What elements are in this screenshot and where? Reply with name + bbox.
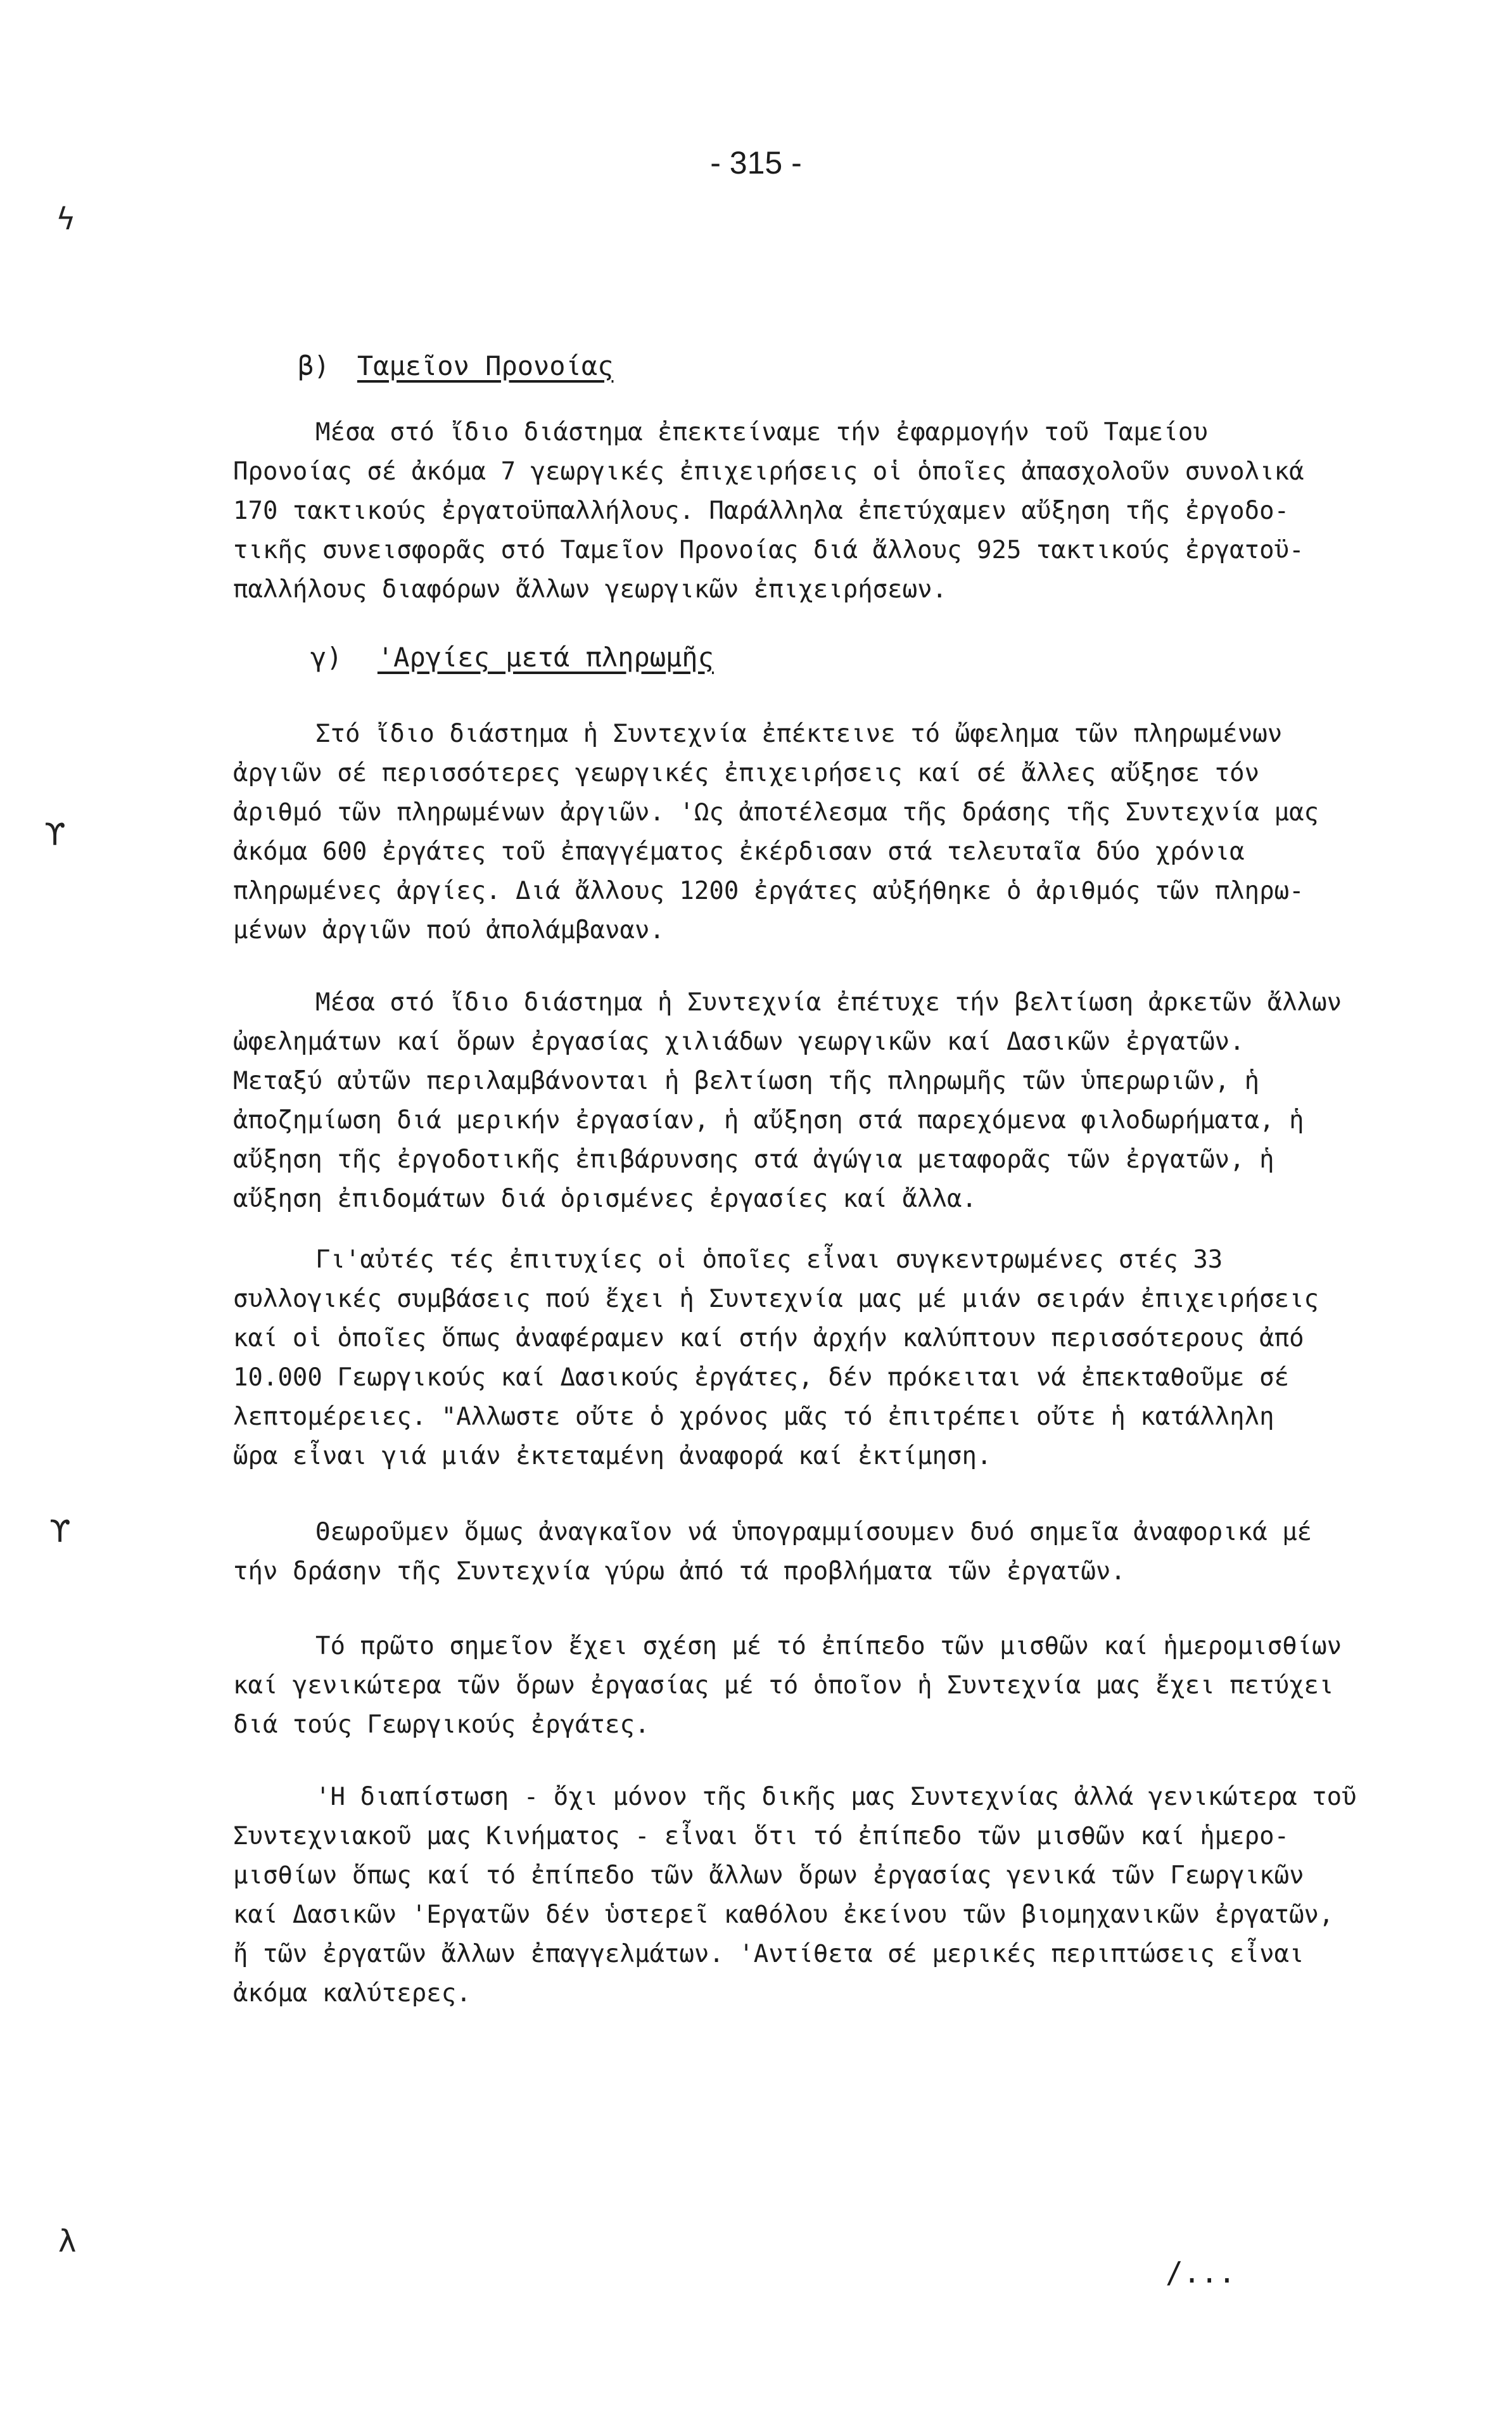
text-line: ἀριθμό τῶν πληρωμένων ἀργιῶν. 'Ως ἀποτέλεσμα τῆς δράσης τῆς Συντεχνία μας: [233, 798, 1319, 827]
text-line: μένων ἀργιῶν πού ἀπολάμβαναν.: [233, 916, 664, 945]
text-line: ἀργιῶν σέ περισσότερες γεωργικές ἐπιχειρήσεις καί σέ ἄλλες αὔξησε τόν: [233, 759, 1260, 787]
text-line: καί Δασικῶν 'Εργατῶν δέν ὑστερεῖ καθόλου ἐκείνου τῶν βιομηχανικῶν ἐργατῶν,: [233, 1901, 1334, 1929]
text-line: Μεταξύ αὐτῶν περιλαμβάνονται ἡ βελτίωση τῆς πληρωμῆς τῶν ὑπερωριῶν, ἡ: [233, 1067, 1260, 1095]
text-line: Τό πρῶτο σημεῖον ἔχει σχέση μέ τό ἐπίπεδο τῶν μισθῶν καί ἡμερομισθίων: [315, 1632, 1342, 1660]
section-b-label: β): [298, 350, 330, 381]
text-line: Προνοίας σέ ἀκόμα 7 γεωργικές ἐπιχειρήσεις οἱ ὁποῖες ἀπασχολοῦν συνολικά: [233, 457, 1304, 486]
text-line: ἀκόμα 600 ἐργάτες τοῦ ἐπαγγέματος ἐκέρδισαν στά τελευταῖα δύο χρόνια: [233, 838, 1245, 866]
paragraph-7: [233, 1778, 1399, 2013]
text-line: Στό ἴδιο διάστημα ἡ Συντεχνία ἐπέκτεινε τό ὤφελημα τῶν πληρωμένων: [315, 720, 1283, 748]
text-line: αὔξηση ἐπιδομάτων διά ὁρισμένες ἐργασίες καί ἄλλα.: [233, 1185, 977, 1213]
text-line: παλλήλους διαφόρων ἄλλων γεωργικῶν ἐπιχειρήσεων.: [233, 575, 948, 604]
text-line: μισθίων ὅπως καί τό ἐπίπεδο τῶν ἄλλων ὅρων ἐργασίας γενικά τῶν Γεωργικῶν: [233, 1861, 1304, 1890]
section-c-heading: [310, 639, 714, 677]
text-line: συλλογικές συμβάσεις πού ἔχει ἡ Συντεχνία μας μέ μιάν σειράν ἐπιχειρήσεις: [233, 1285, 1319, 1313]
text-line: πληρωμένες ἀργίες. Διά ἄλλους 1200 ἐργάτες αὐξήθηκε ὁ ἀριθμός τῶν πληρω-: [233, 877, 1304, 905]
text-line: 10.000 Γεωργικούς καί Δασικούς ἐργάτες, δέν πρόκειται νά ἐπεκταθοῦμε σέ: [233, 1363, 1290, 1392]
paragraph-3: [233, 983, 1399, 1219]
margin-mark-bottom: λ: [58, 2224, 77, 2259]
margin-mark-lower: ϒ: [49, 1514, 71, 1550]
page-number: - 315 -: [710, 145, 802, 181]
text-line: αὔξηση τῆς ἐργοδοτικῆς ἐπιβάρυνσης στά ἀγώγια μεταφορᾶς τῶν ἐργατῶν, ἡ: [233, 1145, 1274, 1174]
text-line: ἀκόμα καλύτερες.: [233, 1979, 471, 2008]
text-line: ἤ τῶν ἐργατῶν ἄλλων ἐπαγγελμάτων. 'Αντίθετα σέ μερικές περιπτώσεις εἶναι: [233, 1940, 1304, 1968]
text-line: καί γενικώτερα τῶν ὅρων ἐργασίας μέ τό ὁποῖον ἡ Συντεχνία μας ἔχει πετύχει: [233, 1671, 1334, 1700]
text-line: Μέσα στό ἴδιο διάστημα ἐπεκτείναμε τήν ἐφαρμογήν τοῦ Ταμείου: [315, 418, 1208, 447]
text-line: ὥρα εἶναι γιά μιάν ἐκτεταμένη ἀναφορά καί ἐκτίμηση.: [233, 1442, 992, 1470]
paragraph-6: [233, 1627, 1399, 1745]
text-line: 'Η διαπίστωση - ὄχι μόνον τῆς δικῆς μας Συντεχνίας ἀλλά γενικώτερα τοῦ: [315, 1783, 1357, 1811]
text-line: Μέσα στό ἴδιο διάστημα ἡ Συντεχνία ἐπέτυχε τήν βελτίωση ἀρκετῶν ἄλλων: [315, 988, 1342, 1017]
text-line: διά τούς Γεωργικούς ἐργάτες.: [233, 1710, 650, 1739]
text-line: λεπτομέρειες. "Αλλωστε οὔτε ὁ χρόνος μᾶς τό ἐπιτρέπει οὔτε ἡ κατάλληλη: [233, 1403, 1274, 1431]
paragraph-2: [233, 715, 1399, 950]
text-line: ὠφελημάτων καί ὅρων ἐργασίας χιλιάδων γεωργικῶν καί Δασικῶν ἐργατῶν.: [233, 1028, 1245, 1056]
text-line: καί οἱ ὁποῖες ὅπως ἀναφέραμεν καί στήν ἀρχήν καλύπτουν περισσότερους ἀπό: [233, 1324, 1304, 1353]
paragraph-5: [233, 1513, 1399, 1591]
margin-mark-middle: ϒ: [44, 817, 66, 853]
section-b-heading: [298, 347, 613, 385]
margin-mark-top: ϟ: [56, 201, 76, 237]
text-line: Συντεχνιακοῦ μας Κινήματος - εἶναι ὅτι τό ἐπίπεδο τῶν μισθῶν καί ἡμερο-: [233, 1822, 1290, 1851]
text-line: Γι'αὐτές τές ἐπιτυχίες οἱ ὁποῖες εἶναι συγκεντρωμένες στές 33: [315, 1245, 1223, 1274]
section-b-title: Ταμεῖον Προνοίας: [357, 350, 614, 381]
continuation-mark: /...: [1166, 2255, 1236, 2290]
section-c-label: γ): [310, 642, 343, 673]
text-line: ἀποζημίωση διά μερικήν ἐργασίαν, ἡ αὔξηση στά παρεχόμενα φιλοδωρήματα, ἡ: [233, 1106, 1304, 1135]
text-line: Θεωροῦμεν ὅμως ἀναγκαῖον νά ὑπογραμμίσουμεν δυό σημεῖα ἀναφορικά μέ: [315, 1518, 1312, 1546]
text-line: τικῆς συνεισφορᾶς στό Ταμεῖον Προνοίας διά ἄλλους 925 τακτικούς ἐργατοϋ-: [233, 536, 1304, 564]
section-c-title: 'Αργίες μετά πληρωμῆς: [377, 642, 714, 673]
paragraph-4: [233, 1240, 1399, 1476]
text-line: τήν δράσην τῆς Συντεχνία γύρω ἀπό τά προβλήματα τῶν ἐργατῶν.: [233, 1557, 1126, 1586]
paragraph-1: [233, 413, 1399, 609]
text-line: 170 τακτικούς ἐργατοϋπαλλήλους. Παράλληλα ἐπετύχαμεν αὔξηση τῆς ἐργοδο-: [233, 497, 1290, 525]
